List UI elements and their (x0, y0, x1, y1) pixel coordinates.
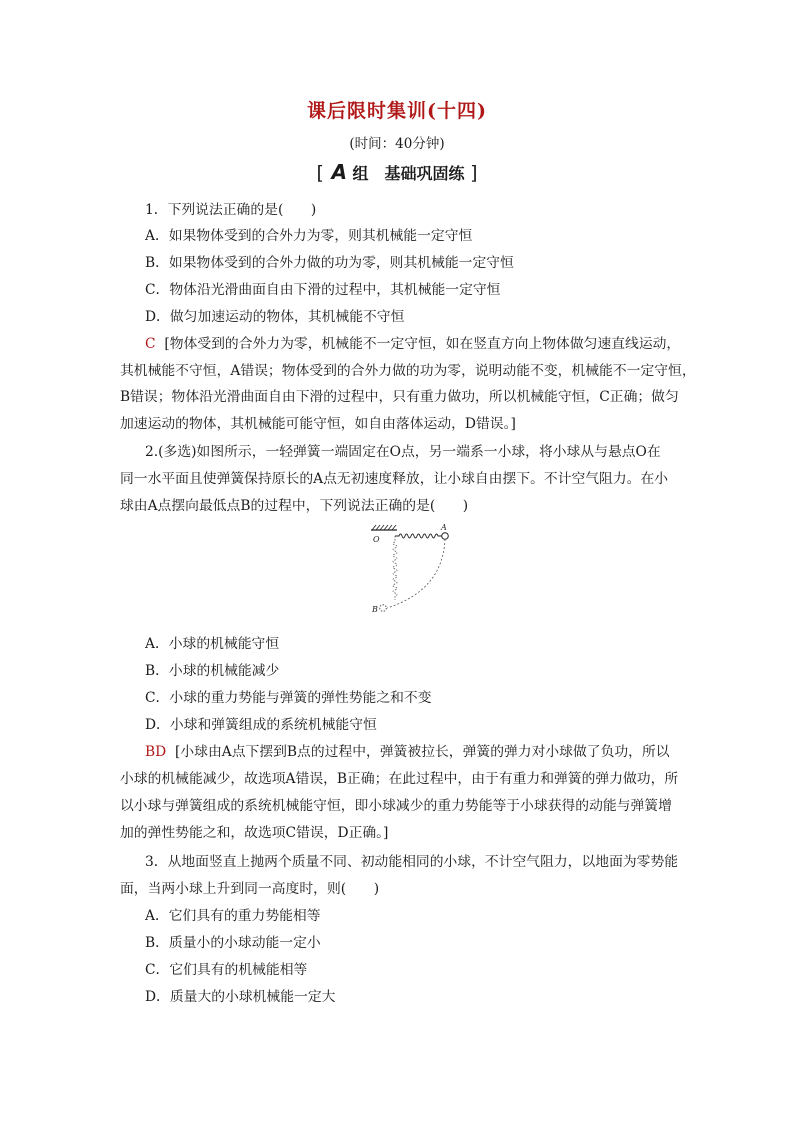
q2-option-b: B．小球的机械能减少 (145, 663, 280, 679)
q1-explanation-text: [物体受到的合外力为零，机械能不一定守恒，如在竖直方向上物体做匀速直线运动， (164, 336, 681, 352)
group-bracket-left: [ (316, 162, 324, 184)
q1-answer-key: C (145, 336, 156, 352)
time-limit: (时间：40分钟) (349, 136, 445, 152)
group-bracket-right: ] (470, 162, 478, 184)
q1-option-d: D．做匀加速运动的物体，其机械能不守恒 (145, 309, 405, 325)
q1-option-b: B．如果物体受到的合外力做的功为零，则其机械能一定守恒 (145, 255, 514, 271)
ceiling-hatch (372, 525, 396, 530)
q2-stem-line-1: 2.(多选)如图所示，一轻弹簧一端固定在O点，另一端系一小球，将小球从与悬点O在 (145, 444, 661, 460)
q2-stem-line-2: 同一水平面且使弹簧保持原长的A点无初速度释放，让小球自由摆下。不计空气阻力。在小 (120, 471, 669, 487)
q2-stem-line-3: 球由A点摆向最低点B的过程中，下列说法正确的是( ) (120, 498, 469, 514)
q2-explanation-line-3: 以小球与弹簧组成的系统机械能守恒，即小球减少的重力势能等于小球获得的动能与弹簧增 (120, 798, 672, 814)
spring-vertical (393, 536, 397, 600)
q3-stem-line-1: 3．从地面竖直上抛两个质量不同、初动能相同的小球，不计空气阻力，以地面为零势能 (145, 854, 679, 870)
spring-pendulum-figure (365, 520, 465, 620)
spring-pendulum-svg (365, 520, 465, 620)
q3-option-a: A．它们具有的重力势能相等 (145, 908, 321, 924)
label-a: A (441, 523, 447, 532)
q2-explanation-line-4: 加的弹性势能之和，故选项C错误，D正确。] (120, 825, 389, 841)
q1-explanation-line-3: B错误；物体沿光滑曲面自由下滑的过程中，只有重力做功，所以机械能守恒，C正确；做匀 (120, 389, 679, 405)
q2-answer-key: BD (145, 744, 167, 760)
spring-horizontal (395, 534, 442, 538)
page-title: 课后限时集训(十四) (307, 100, 487, 122)
group-heading (0, 160, 794, 184)
label-b: B (372, 605, 378, 614)
ball-a (442, 533, 449, 540)
group-letter: A (331, 160, 347, 184)
q2-option-c: C．小球的重力势能与弹簧的弹性势能之和不变 (145, 690, 432, 706)
q3-option-c: C．它们具有的机械能相等 (145, 962, 308, 978)
group-label: 组 基础巩固练 (352, 164, 465, 183)
q2-explanation-line-1 (145, 740, 670, 760)
label-o: O (373, 535, 380, 544)
ball-b (380, 605, 387, 612)
q1-stem: 1．下列说法正确的是( ) (145, 202, 317, 218)
trajectory (387, 539, 445, 608)
q2-option-a: A．小球的机械能守恒 (145, 636, 280, 652)
q2-explanation-text: [小球由A点下摆到B点的过程中，弹簧被拉长，弹簧的弹力对小球做了负功，所以 (174, 744, 670, 760)
q3-stem-line-2: 面，当两小球上升到同一高度时，则( ) (120, 881, 380, 897)
q3-option-b: B．质量小的小球动能一定小 (145, 935, 321, 951)
q1-option-a: A．如果物体受到的合外力为零，则其机械能一定守恒 (145, 228, 473, 244)
q1-explanation-line-1 (145, 332, 680, 352)
q2-option-d: D．小球和弹簧组成的系统机械能守恒 (145, 717, 377, 733)
q1-option-c: C．物体沿光滑曲面自由下滑的过程中，其机械能一定守恒 (145, 282, 501, 298)
q2-explanation-line-2: 小球的机械能减少，故选项A错误，B正确；在此过程中，由于有重力和弹簧的弹力做功，所 (120, 771, 679, 787)
q1-explanation-line-2: 其机械能不守恒，A错误；物体受到的合外力做的功为零，说明动能不变，机械能不一定守恒， (120, 363, 696, 379)
q1-explanation-line-4: 加速运动的物体，其机械能可能守恒，如自由落体运动，D错误。] (120, 416, 516, 432)
q3-option-d: D．质量大的小球机械能一定大 (145, 989, 336, 1005)
